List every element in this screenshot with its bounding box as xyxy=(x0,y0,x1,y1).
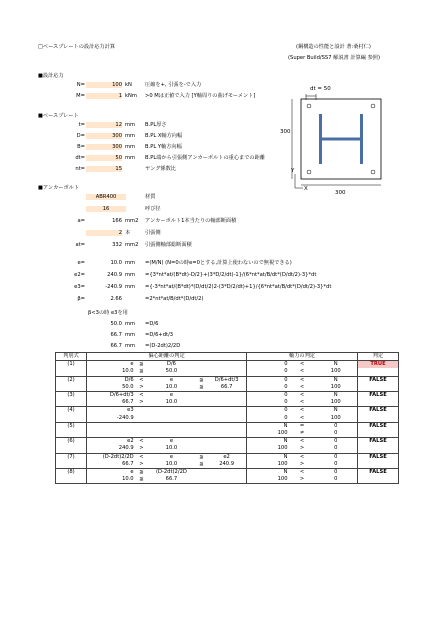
axial-force-cell: N xyxy=(247,469,290,477)
table-row xyxy=(56,469,399,477)
axial-force-cell: 100 xyxy=(314,368,357,376)
eccentricity-cell: 10.0 xyxy=(147,461,195,469)
stress-unit: kNm xyxy=(125,93,137,99)
plate-label: nt= xyxy=(75,166,85,172)
eccentricity-cell: 10.0 xyxy=(147,445,195,453)
eccentricity-cell: < xyxy=(136,392,148,400)
eccentricity-cell: D/6+dt/3 xyxy=(87,392,136,400)
eccentricity-cell: ≦ xyxy=(196,453,208,461)
eccentricity-cell: < xyxy=(136,376,148,384)
page-title: □ベースプレートの設計応力計算 xyxy=(38,44,116,50)
eccentricity-cell: 66.7 xyxy=(87,399,136,407)
eccentricity-cell: 10.0 xyxy=(87,368,136,376)
table-row xyxy=(56,407,399,415)
sub-unit: mm xyxy=(125,332,136,338)
axial-force-cell: 0 xyxy=(247,361,290,369)
plate-value-input[interactable]: 15 xyxy=(86,166,122,172)
judge-number: (4) xyxy=(56,407,87,422)
calc-unit: mm xyxy=(125,260,136,266)
axial-force-cell: > xyxy=(290,461,315,469)
eccentricity-cell xyxy=(207,476,246,484)
result-cell: FALSE xyxy=(358,376,399,384)
anchor-count-input[interactable]: 2 xyxy=(86,230,122,236)
table-header-row xyxy=(56,353,399,361)
eccentricity-cell: 10.0 xyxy=(147,384,195,392)
eccentricity-cell: 50.0 xyxy=(147,368,195,376)
eccentricity-cell: < xyxy=(136,438,148,446)
h-section-flange-right xyxy=(360,114,363,164)
result-cell: FALSE xyxy=(358,422,399,430)
anchor-total-area-value: 332 xyxy=(112,242,122,248)
axial-force-cell: 100 xyxy=(247,445,290,453)
reference-1: (鋼構造の性能と設計 著:桑村仁) xyxy=(296,44,371,50)
stress-label: M= xyxy=(76,93,85,99)
stress-note: >0 Mは正値で入力 [Y軸周りの曲げモーメント] xyxy=(145,93,256,99)
eccentricity-cell xyxy=(136,407,148,415)
eccentricity-cell xyxy=(207,392,246,400)
sub-value: 50.0 xyxy=(110,321,122,327)
table-row xyxy=(56,392,399,400)
sub-unit: mm xyxy=(125,321,136,327)
eccentricity-cell: e2 xyxy=(207,453,246,461)
axial-force-cell: < xyxy=(290,453,315,461)
eccentricity-cell: 50.0 xyxy=(87,384,136,392)
table-row xyxy=(56,422,399,430)
judge-number: (3) xyxy=(56,392,87,407)
eccentricity-cell: > xyxy=(136,399,148,407)
eccentricity-cell: e xyxy=(147,392,195,400)
calc-value: -240.9 xyxy=(105,284,122,290)
result-cell: TRUE xyxy=(358,361,399,369)
eccentricity-cell xyxy=(207,407,246,415)
eccentricity-cell: ≦ xyxy=(196,461,208,469)
result-cell-empty xyxy=(358,384,399,392)
stress-unit: kN xyxy=(125,82,132,88)
judge-number: (1) xyxy=(56,361,87,376)
axial-force-cell: ≠ xyxy=(290,430,315,438)
calc-value: 10.0 xyxy=(110,260,122,266)
axial-force-cell: 0 xyxy=(314,453,357,461)
axial-force-cell: 0 xyxy=(314,461,357,469)
axial-force-cell: < xyxy=(290,415,315,423)
eccentricity-cell: (D-2dt)2/2D xyxy=(147,469,195,477)
calc-label: e2= xyxy=(74,272,85,278)
h-section-web xyxy=(322,138,360,141)
anchor-bolt-hole xyxy=(371,170,375,174)
sub-unit: mm xyxy=(125,343,136,349)
eccentricity-cell: < xyxy=(136,453,148,461)
anchor-total-area-note: 引張側軸部総断面積 xyxy=(145,242,192,248)
reference-2: (Super Build/SS7 解説書 計算編 参照) xyxy=(288,55,380,61)
axial-force-cell: 100 xyxy=(247,430,290,438)
judge-number: (8) xyxy=(56,469,87,484)
table-row xyxy=(56,430,399,438)
eccentricity-cell: e3 xyxy=(87,407,136,415)
calc-unit: mm xyxy=(125,272,136,278)
anchor-area-label: a= xyxy=(77,218,85,224)
table-row xyxy=(56,368,399,376)
eccentricity-cell: 10.0 xyxy=(147,399,195,407)
eccentricity-cell xyxy=(147,430,195,438)
eccentricity-cell: > xyxy=(136,445,148,453)
sub-value: 66.7 xyxy=(110,332,122,338)
axial-force-cell: 0 xyxy=(314,438,357,446)
anchor-area-unit: mm2 xyxy=(125,218,139,224)
eccentricity-cell xyxy=(207,415,246,423)
table-row xyxy=(56,438,399,446)
axial-force-cell: < xyxy=(290,469,315,477)
eccentricity-cell xyxy=(196,445,208,453)
anchor-bolt-hole xyxy=(371,104,375,108)
eccentricity-cell xyxy=(207,438,246,446)
eccentricity-cell xyxy=(147,415,195,423)
judge-number: (5) xyxy=(56,422,87,437)
calc-label: e3= xyxy=(74,284,85,290)
section-heading-anchor: ■アンカーボルト xyxy=(38,185,80,191)
calc-formula: ={3*nt*at/(B*dt)-D/2}+(3*D/2/dt)-1}/(6*nt*at/B/dt*(D/dt/2)-3}*dt xyxy=(145,272,317,278)
judgement-table-body xyxy=(56,353,399,484)
anchor-count-unit: 本 xyxy=(125,230,131,236)
eccentricity-cell: > xyxy=(136,384,148,392)
eccentricity-cell xyxy=(207,399,246,407)
eccentricity-cell: 10.0 xyxy=(87,476,136,484)
eccentricity-cell xyxy=(196,476,208,484)
axial-force-cell: N xyxy=(314,407,357,415)
axial-force-cell: N xyxy=(247,438,290,446)
anchor-bolt-hole xyxy=(307,104,311,108)
eccentricity-cell xyxy=(207,361,246,369)
judgement-table xyxy=(55,352,399,484)
plate-note: B.PL端から引張側アンカーボルトの重心までの距離 xyxy=(145,155,265,161)
axial-force-cell: 0 xyxy=(247,384,290,392)
result-cell: FALSE xyxy=(358,392,399,400)
judge-number: (7) xyxy=(56,453,87,468)
result-cell-empty xyxy=(358,399,399,407)
anchor-diameter-input[interactable]: 16 xyxy=(86,206,126,212)
anchor-total-area-label: at= xyxy=(75,242,85,248)
axial-force-cell: 0 xyxy=(247,399,290,407)
plate-value-input[interactable]: 300 xyxy=(86,133,122,139)
eccentricity-cell: ≦ xyxy=(196,384,208,392)
result-cell-empty xyxy=(358,476,399,484)
axial-force-cell: < xyxy=(290,376,315,384)
plate-note: B.PL Y軸方向幅 xyxy=(145,144,182,150)
axial-force-cell: 0 xyxy=(247,376,290,384)
result-cell-empty xyxy=(358,368,399,376)
eccentricity-cell: ≦ xyxy=(136,361,148,369)
eccentricity-cell xyxy=(196,399,208,407)
table-row xyxy=(56,361,399,369)
section-heading-plate: ■ベースプレート xyxy=(38,113,79,119)
table-row xyxy=(56,376,399,384)
sub-formula: =D/6 xyxy=(145,321,159,327)
stress-label: N= xyxy=(76,82,85,88)
sub-value: 66.7 xyxy=(110,343,122,349)
plate-unit: mm xyxy=(125,133,136,139)
axial-force-cell: 0 xyxy=(314,469,357,477)
sub-formula: =(D-2dt)2/2D xyxy=(145,343,181,349)
eccentricity-cell: 240.9 xyxy=(87,445,136,453)
axial-force-cell: < xyxy=(290,438,315,446)
eccentricity-cell: 66.7 xyxy=(147,476,195,484)
plate-note: B.PL厚さ xyxy=(145,122,167,128)
axial-force-cell: 100 xyxy=(247,461,290,469)
eccentricity-cell: 240.9 xyxy=(207,461,246,469)
axial-force-cell: < xyxy=(290,407,315,415)
eccentricity-cell xyxy=(147,407,195,415)
table-row xyxy=(56,453,399,461)
eccentricity-cell xyxy=(196,361,208,369)
baseplate-figure xyxy=(278,82,388,197)
axial-force-cell: 0 xyxy=(247,407,290,415)
anchor-area-note: アンカーボルト1本当たりの軸部断面積 xyxy=(145,218,237,224)
table-row xyxy=(56,461,399,469)
eccentricity-cell xyxy=(207,445,246,453)
anchor-area-value: 166 xyxy=(112,218,122,224)
eccentricity-cell xyxy=(207,422,246,430)
axial-force-cell: N xyxy=(314,361,357,369)
calc-formula: ={-3*nt*at/(B*dt)*(D/dt/2)2-(3*D/2/dt)+1}/{6*nt*at/B/dt*(D/dt/2)-3}*dt xyxy=(145,284,332,290)
eccentricity-cell: -240.9 xyxy=(87,415,136,423)
table-row xyxy=(56,476,399,484)
plate-note: ヤング係数比 xyxy=(145,166,176,172)
sub-formula: =D/6+dt/3 xyxy=(145,332,174,338)
eccentricity-cell: ≦ xyxy=(136,476,148,484)
calc-value: 2.66 xyxy=(110,296,122,302)
eccentricity-cell: e2 xyxy=(87,438,136,446)
eccentricity-cell: ≦ xyxy=(196,376,208,384)
plate-unit: mm xyxy=(125,155,136,161)
result-cell: FALSE xyxy=(358,438,399,446)
axial-force-cell: N xyxy=(314,376,357,384)
axial-force-cell: 100 xyxy=(314,415,357,423)
result-cell-empty xyxy=(358,445,399,453)
header-cell: 判定 xyxy=(358,353,399,361)
plate-label: dt= xyxy=(75,155,85,161)
plate-unit: mm xyxy=(125,144,136,150)
eccentricity-cell xyxy=(196,438,208,446)
axial-force-cell: 100 xyxy=(314,399,357,407)
eccentricity-cell: e xyxy=(147,453,195,461)
anchor-material-note: 材質 xyxy=(145,194,156,200)
anchor-bolt-hole xyxy=(307,170,311,174)
eccentricity-cell xyxy=(136,422,148,430)
eccentricity-cell xyxy=(207,368,246,376)
table-row xyxy=(56,399,399,407)
plate-label: t= xyxy=(78,122,85,128)
eccentricity-cell: ≦ xyxy=(136,469,148,477)
calc-label: β= xyxy=(77,296,85,302)
header-cell: 判別式 xyxy=(56,353,87,361)
eccentricity-cell xyxy=(207,469,246,477)
axial-force-cell: < xyxy=(290,384,315,392)
anchor-material-input[interactable]: ABR400 xyxy=(86,194,126,200)
eccentricity-cell: e xyxy=(147,376,195,384)
eccentricity-cell: 66.7 xyxy=(87,461,136,469)
result-cell: FALSE xyxy=(358,453,399,461)
eccentricity-cell: ≦ xyxy=(136,368,148,376)
h-section-flange-left xyxy=(319,114,322,164)
axial-force-cell: > xyxy=(290,445,315,453)
axial-force-cell: 0 xyxy=(314,430,357,438)
stress-value-input[interactable]: 1 xyxy=(86,93,122,99)
axial-force-cell: N xyxy=(247,422,290,430)
eccentricity-cell: D/6 xyxy=(87,376,136,384)
plate-note: B.PL X軸方向幅 xyxy=(145,133,183,139)
eccentricity-cell: > xyxy=(136,461,148,469)
axial-force-cell: < xyxy=(290,392,315,400)
axial-force-cell: > xyxy=(290,476,315,484)
bottom-dimension: 300 xyxy=(335,190,346,196)
eccentricity-cell: D/6+dt/3 xyxy=(207,376,246,384)
eccentricity-cell xyxy=(207,430,246,438)
axial-force-cell: 100 xyxy=(314,384,357,392)
anchor-total-area-unit: mm2 xyxy=(125,242,139,248)
eccentricity-cell: e xyxy=(87,469,136,477)
eccentricity-cell xyxy=(147,422,195,430)
axial-force-cell: 0 xyxy=(314,476,357,484)
eccentricity-cell xyxy=(87,422,136,430)
axial-force-cell: = xyxy=(290,422,315,430)
calc-value: 240.9 xyxy=(107,272,122,278)
stress-value-input[interactable]: 100 xyxy=(86,82,122,88)
axial-force-cell: < xyxy=(290,368,315,376)
header-cell: 軸力の判定 xyxy=(247,353,358,361)
eccentricity-cell: e xyxy=(87,361,136,369)
beta-note: β<3の時 e3を用 xyxy=(88,310,128,316)
y-axis-label: Y xyxy=(291,168,295,174)
axial-force-cell: 0 xyxy=(247,368,290,376)
dt-label: dt = 50 xyxy=(310,86,331,92)
result-cell-empty xyxy=(358,461,399,469)
calc-formula: =2*nt*at/B/dt*(D/dt/2) xyxy=(145,296,204,302)
judge-number: (2) xyxy=(56,376,87,391)
anchor-count-note: 引張側 xyxy=(145,230,161,236)
section-heading-stress: ■設計応力 xyxy=(38,73,64,79)
plate-unit: mm xyxy=(125,122,136,128)
eccentricity-cell xyxy=(196,407,208,415)
eccentricity-cell xyxy=(196,469,208,477)
axial-force-cell: < xyxy=(290,361,315,369)
axial-force-cell: 0 xyxy=(314,422,357,430)
left-dimension: 300 xyxy=(280,129,291,135)
judge-number: (6) xyxy=(56,438,87,453)
plate-value-input[interactable]: 50 xyxy=(86,155,122,161)
eccentricity-cell: (D-2dt)2/2D xyxy=(87,453,136,461)
table-row xyxy=(56,384,399,392)
calc-label: e= xyxy=(77,260,85,266)
axial-force-cell: N xyxy=(247,453,290,461)
plate-label: D= xyxy=(76,133,85,139)
plate-value-input[interactable]: 300 xyxy=(86,144,122,150)
eccentricity-cell xyxy=(196,368,208,376)
calc-unit: mm xyxy=(125,284,136,290)
eccentricity-cell xyxy=(136,430,148,438)
axial-force-cell: 0 xyxy=(247,392,290,400)
table-row xyxy=(56,445,399,453)
eccentricity-cell xyxy=(196,415,208,423)
x-axis-label: X xyxy=(304,186,308,192)
axial-force-cell: N xyxy=(314,392,357,400)
plate-label: B= xyxy=(77,144,85,150)
anchor-diameter-note: 呼び径 xyxy=(145,206,161,212)
stress-note: 圧縮を+, 引張を-で入力 xyxy=(145,82,202,88)
axial-force-cell: < xyxy=(290,399,315,407)
eccentricity-cell: e xyxy=(147,438,195,446)
eccentricity-cell: D/6 xyxy=(147,361,195,369)
result-cell-empty xyxy=(358,415,399,423)
axial-force-cell: 100 xyxy=(247,476,290,484)
header-cell: 偏心距離の判定 xyxy=(87,353,247,361)
axial-force-cell: 0 xyxy=(314,445,357,453)
table-row xyxy=(56,415,399,423)
plate-value-input[interactable]: 12 xyxy=(86,122,122,128)
eccentricity-cell xyxy=(136,415,148,423)
eccentricity-cell xyxy=(196,430,208,438)
eccentricity-cell xyxy=(196,422,208,430)
result-cell: FALSE xyxy=(358,469,399,477)
axial-force-cell: 0 xyxy=(247,415,290,423)
calc-formula: =(M/N) (N=0の時e=0とする,計算上使わないので無視できる) xyxy=(145,260,292,266)
eccentricity-cell xyxy=(87,430,136,438)
eccentricity-cell: 66.7 xyxy=(207,384,246,392)
eccentricity-cell xyxy=(196,392,208,400)
result-cell-empty xyxy=(358,430,399,438)
result-cell: FALSE xyxy=(358,407,399,415)
